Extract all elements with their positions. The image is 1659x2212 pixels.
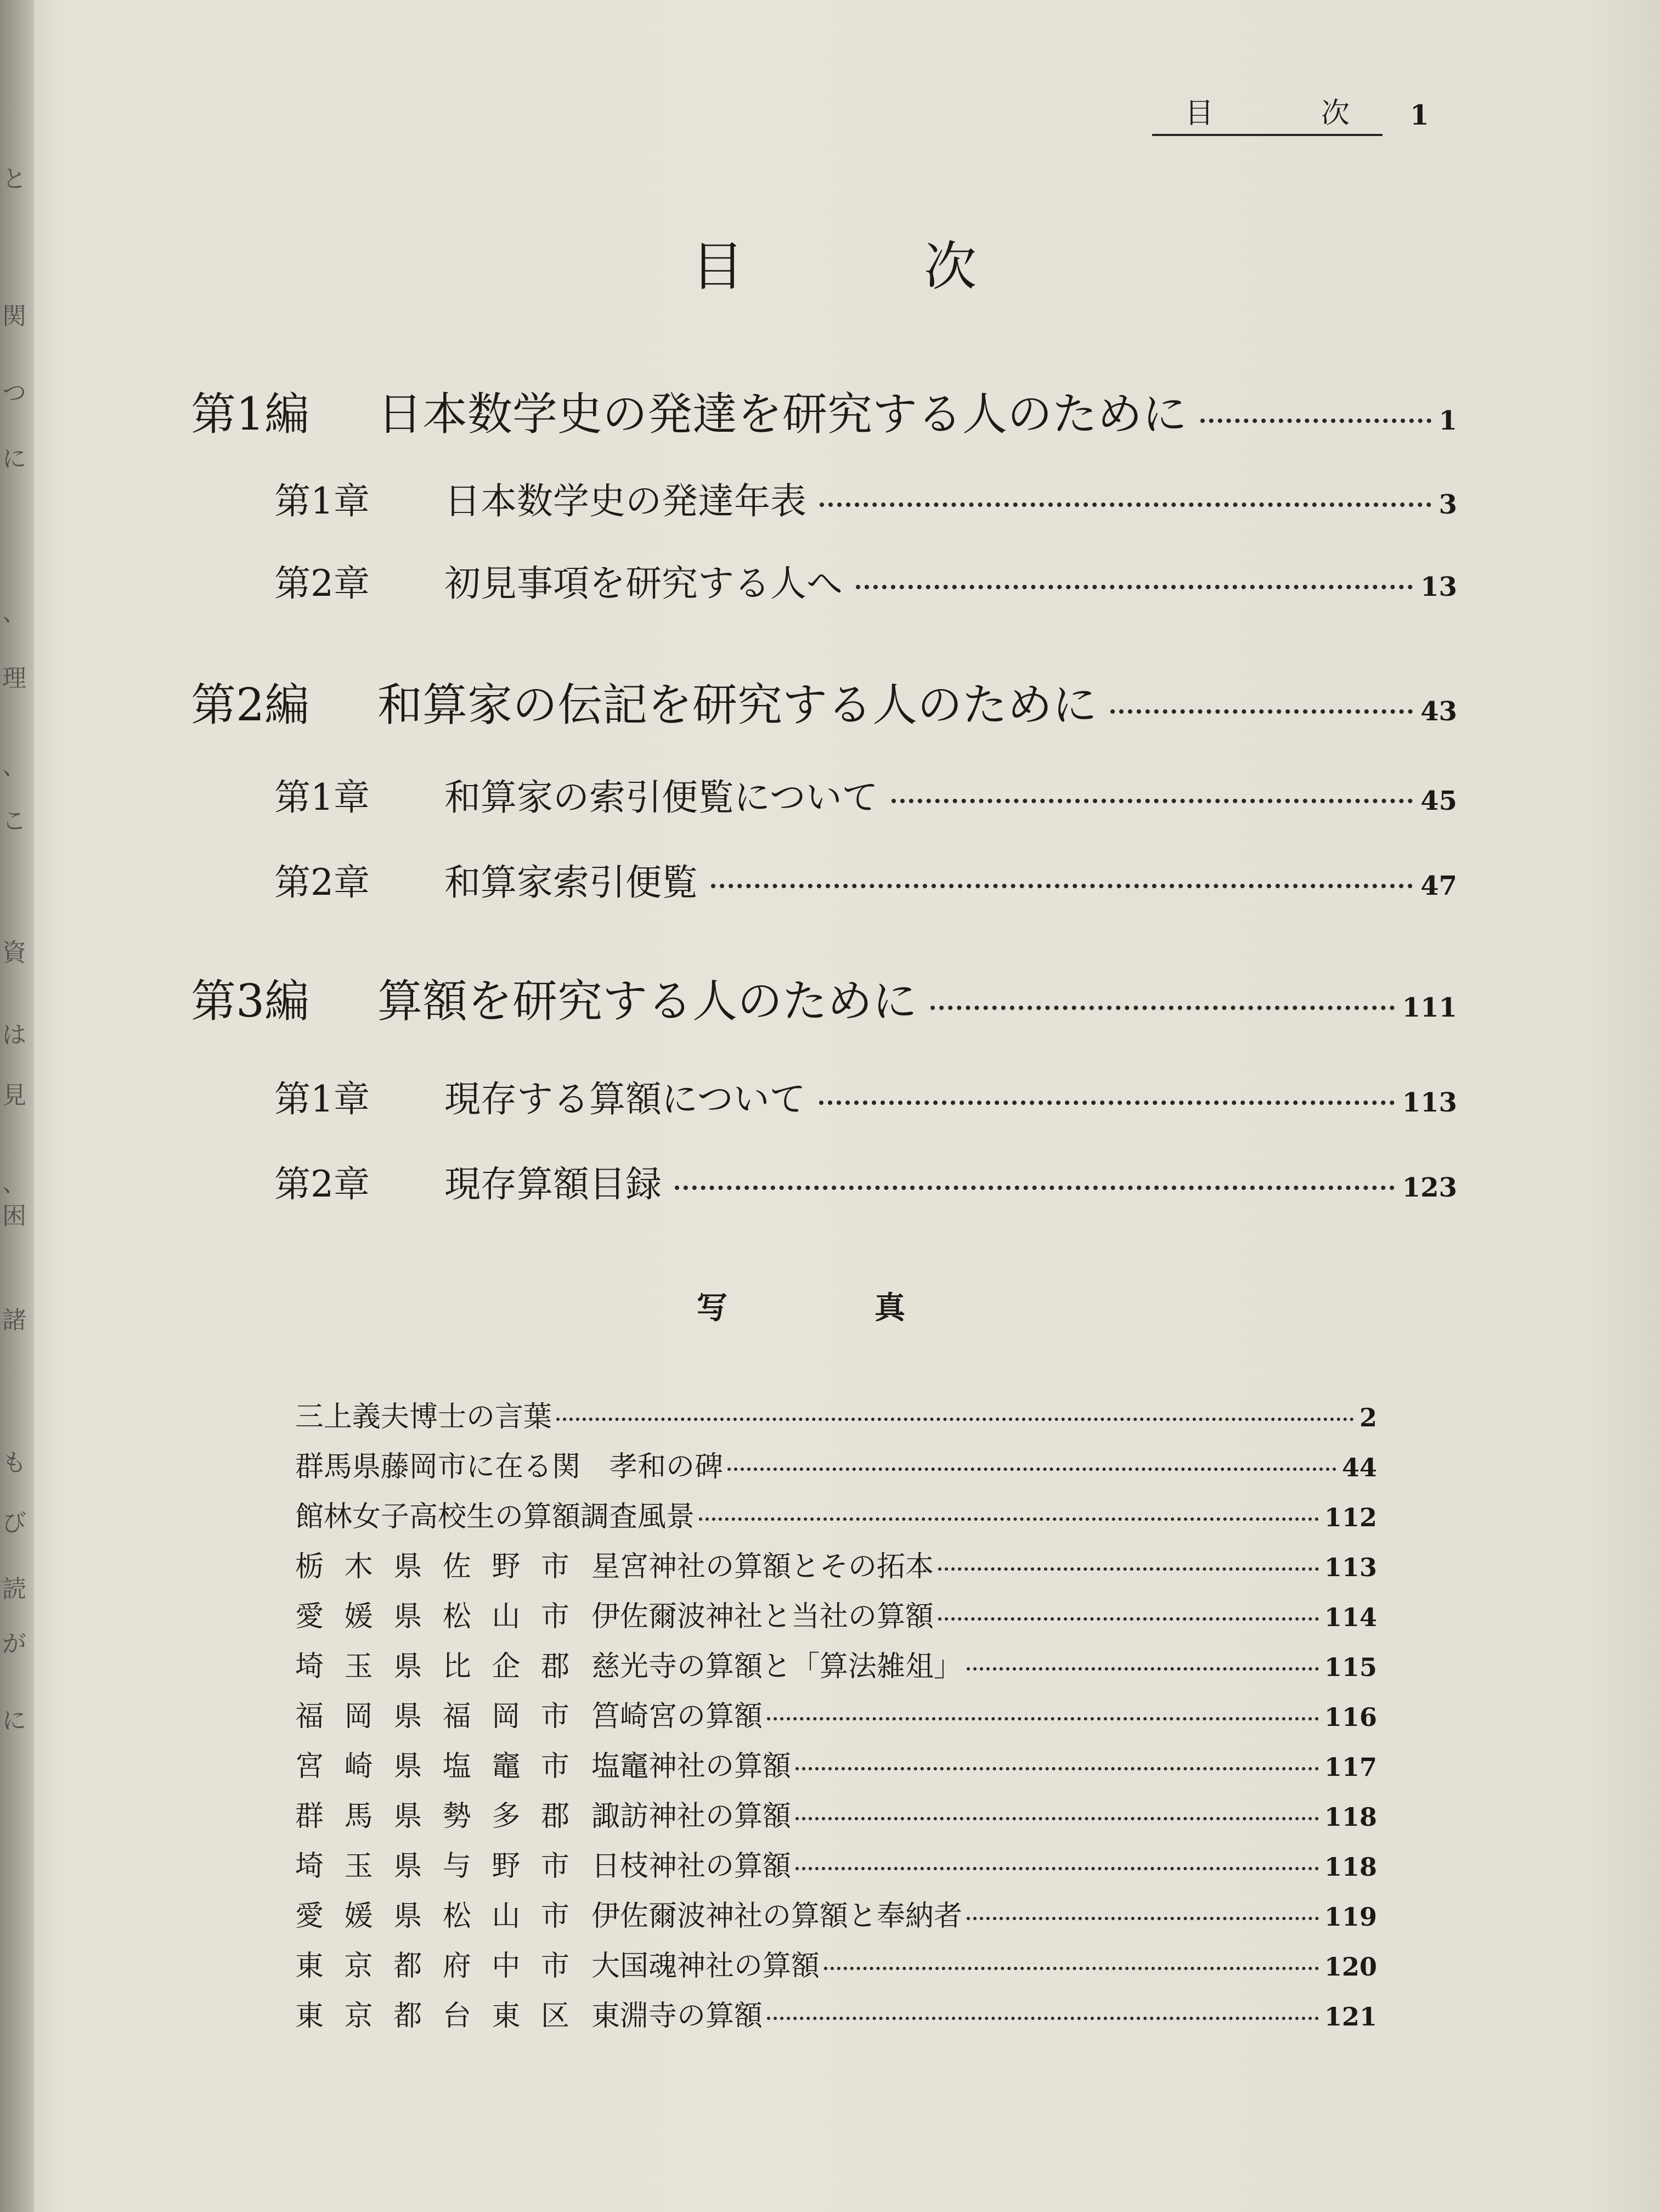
running-head-label [1152,90,1383,131]
entry-title: 和算家索引便覧 [444,861,698,904]
entry-number: 第2編 [191,679,310,731]
photo-location: 福 岡 県 福 岡 市 [295,1700,569,1733]
entry-title: 現存算額目録 [444,1163,662,1205]
entry-page-number: 113 [1402,1087,1457,1118]
leader-dots [767,2017,1319,2020]
photo-entry[interactable] [295,1393,1377,1435]
photo-entry[interactable] [295,1693,1377,1734]
photo-entry[interactable] [295,1843,1377,1884]
photo-page-number: 119 [1324,1902,1377,1932]
photo-title: 大国魂神社の算額 [591,1950,820,1983]
facing-page-char: こ [2,807,26,835]
leader-dots [556,1418,1354,1421]
running-head [1152,88,1383,136]
photo-page-number: 116 [1324,1702,1377,1732]
facing-page-char: 困 [2,1202,26,1230]
photo-title: 慈光寺の算額と「算法雑俎」 [591,1650,963,1683]
photo-entry[interactable] [295,1993,1377,2034]
entry-number: 第1章 [274,1078,370,1120]
photo-title: 諏訪神社の算額 [591,1800,792,1833]
leader-dots [856,585,1413,589]
facing-page-char: は [2,1021,26,1049]
leader-dots [1200,419,1431,423]
entry-page-number: 47 [1420,871,1457,901]
leader-dots [1110,709,1413,714]
title-char: 次 [924,236,977,297]
facing-page-char: 諸 [2,1306,26,1334]
entry-page-number: 123 [1402,1172,1457,1203]
photo-location: 愛 媛 県 松 山 市 [295,1600,569,1633]
photo-page-number: 121 [1324,2002,1377,2032]
photo-entry[interactable] [295,1893,1377,1934]
facing-page-char: つ [2,379,26,407]
leader-dots [930,1006,1395,1010]
photo-page-number: 113 [1324,1553,1377,1582]
entry-title: 初見事項を研究する人へ [444,562,843,605]
leader-dots [795,1767,1319,1770]
facing-page-char: 、 [2,599,26,627]
entry-number: 第2章 [274,1163,370,1205]
leader-dots [820,503,1431,507]
photo-title: 群馬県藤岡市に在る関 孝和の碑 [295,1451,724,1483]
facing-page-char: 見 [2,1081,26,1109]
photos-heading [697,1284,905,1328]
photo-entry[interactable] [295,1593,1377,1634]
toc-part-entry[interactable] [191,379,1457,443]
entry-title: 算額を研究する人のために [377,975,918,1028]
leader-dots [938,1617,1319,1621]
photo-location: 埼 玉 県 比 企 郡 [295,1650,569,1683]
photo-location: 東 京 都 府 中 市 [295,1950,569,1983]
toc-part-entry[interactable] [191,669,1457,733]
entry-page-number: 111 [1402,992,1457,1023]
photo-title: 塩竈神社の算額 [591,1750,792,1783]
entry-number: 第1編 [191,388,310,441]
entry-page-number: 43 [1420,696,1457,727]
photo-page-number: 115 [1324,1652,1377,1682]
photo-location: 群 馬 県 勢 多 郡 [295,1800,569,1833]
leader-dots [824,1967,1319,1970]
leader-dots [938,1567,1319,1571]
photo-entry[interactable] [295,1493,1377,1534]
leader-dots [767,1717,1319,1720]
photo-location: 東 京 都 台 東 区 [295,2000,569,2033]
leader-dots [699,1517,1319,1521]
entry-number: 第1章 [274,480,370,522]
toc-chapter-entry[interactable] [274,1155,1457,1207]
photos-heading-char: 真 [874,1290,905,1326]
entry-page-number: 13 [1420,572,1457,602]
photo-page-number: 2 [1359,1403,1377,1432]
photo-title: 三上義夫博士の言葉 [295,1401,552,1434]
facing-page-char: 理 [2,664,26,692]
leader-dots [727,1468,1336,1471]
entry-number: 第2章 [274,861,370,904]
photo-entry[interactable] [295,1793,1377,1834]
entry-title: 日本数学史の発達を研究する人のために [377,388,1188,441]
toc-chapter-entry[interactable] [274,472,1457,524]
leader-dots [795,1817,1319,1820]
facing-page-char: も [2,1449,26,1477]
entry-page-number: 1 [1438,405,1457,436]
photo-title: 伊佐爾波神社と当社の算額 [591,1600,934,1633]
photo-location: 宮 崎 県 塩 竈 市 [295,1750,569,1783]
facing-page-char: 読 [2,1575,26,1603]
photo-title: 筥崎宮の算額 [591,1700,763,1733]
entry-page-number: 3 [1438,489,1457,520]
running-head-char: 目 [1185,97,1214,130]
leader-dots [967,1667,1319,1671]
photos-heading-char: 写 [697,1290,727,1326]
facing-page-char: に [2,1707,26,1735]
photo-title: 館林女子高校生の算額調査風景 [295,1500,695,1533]
photo-page-number: 44 [1341,1453,1377,1482]
toc-chapter-entry[interactable] [274,768,1457,820]
facing-page-edge [0,0,34,2212]
photo-entry[interactable] [295,1943,1377,1984]
photo-title: 日枝神社の算額 [591,1850,792,1883]
toc-part-entry[interactable] [191,966,1457,1030]
entry-title: 現存する算額について [444,1078,806,1120]
photo-entry[interactable] [295,1543,1377,1584]
running-head-char: 次 [1321,97,1350,130]
leader-dots [795,1867,1319,1870]
toc-chapter-entry[interactable] [274,1070,1457,1122]
entry-number: 第3編 [191,975,310,1028]
photo-entry[interactable] [295,1743,1377,1784]
photo-title: 星宮神社の算額とその拓本 [591,1550,934,1583]
facing-page-char: 関 [2,302,26,330]
toc-chapter-entry[interactable] [274,554,1457,606]
photo-location: 愛 媛 県 松 山 市 [295,1900,569,1933]
leader-dots [967,1917,1319,1920]
photo-title: 伊佐爾波神社の算額と奉納者 [591,1900,963,1933]
facing-page-char: 資 [2,939,26,967]
entry-title: 和算家の索引便覧について [444,776,878,819]
entry-number: 第1章 [274,776,370,819]
photo-location: 埼 玉 県 与 野 市 [295,1850,569,1883]
photo-page-number: 112 [1324,1503,1377,1532]
facing-page-char: と [2,165,26,193]
leader-dots [891,799,1413,803]
facing-page-char: 、 [2,752,26,780]
photo-entry[interactable] [295,1443,1377,1485]
leader-dots [819,1101,1395,1105]
entry-title: 和算家の伝記を研究する人のために [377,679,1098,731]
running-head-page-number: 1 [1410,99,1429,131]
facing-page-char: に [2,445,26,473]
facing-page-char: び [2,1509,26,1537]
facing-page-char: 、 [2,1169,26,1197]
entry-number: 第2章 [274,562,370,605]
leader-dots [675,1186,1395,1190]
photo-page-number: 118 [1324,1802,1377,1832]
entry-page-number: 45 [1420,786,1457,816]
leader-dots [711,884,1413,888]
page-title [691,225,977,300]
photo-page-number: 118 [1324,1852,1377,1882]
photo-location: 栃 木 県 佐 野 市 [295,1550,569,1583]
entry-title: 日本数学史の発達年表 [444,480,806,522]
photo-entry[interactable] [295,1643,1377,1684]
photo-page-number: 117 [1324,1752,1377,1782]
photo-page-number: 120 [1324,1952,1377,1982]
facing-page-char: が [2,1630,26,1658]
photo-page-number: 114 [1324,1602,1377,1632]
title-char: 目 [691,236,744,297]
toc-chapter-entry[interactable] [274,853,1457,905]
photo-title: 東淵寺の算額 [591,2000,763,2033]
